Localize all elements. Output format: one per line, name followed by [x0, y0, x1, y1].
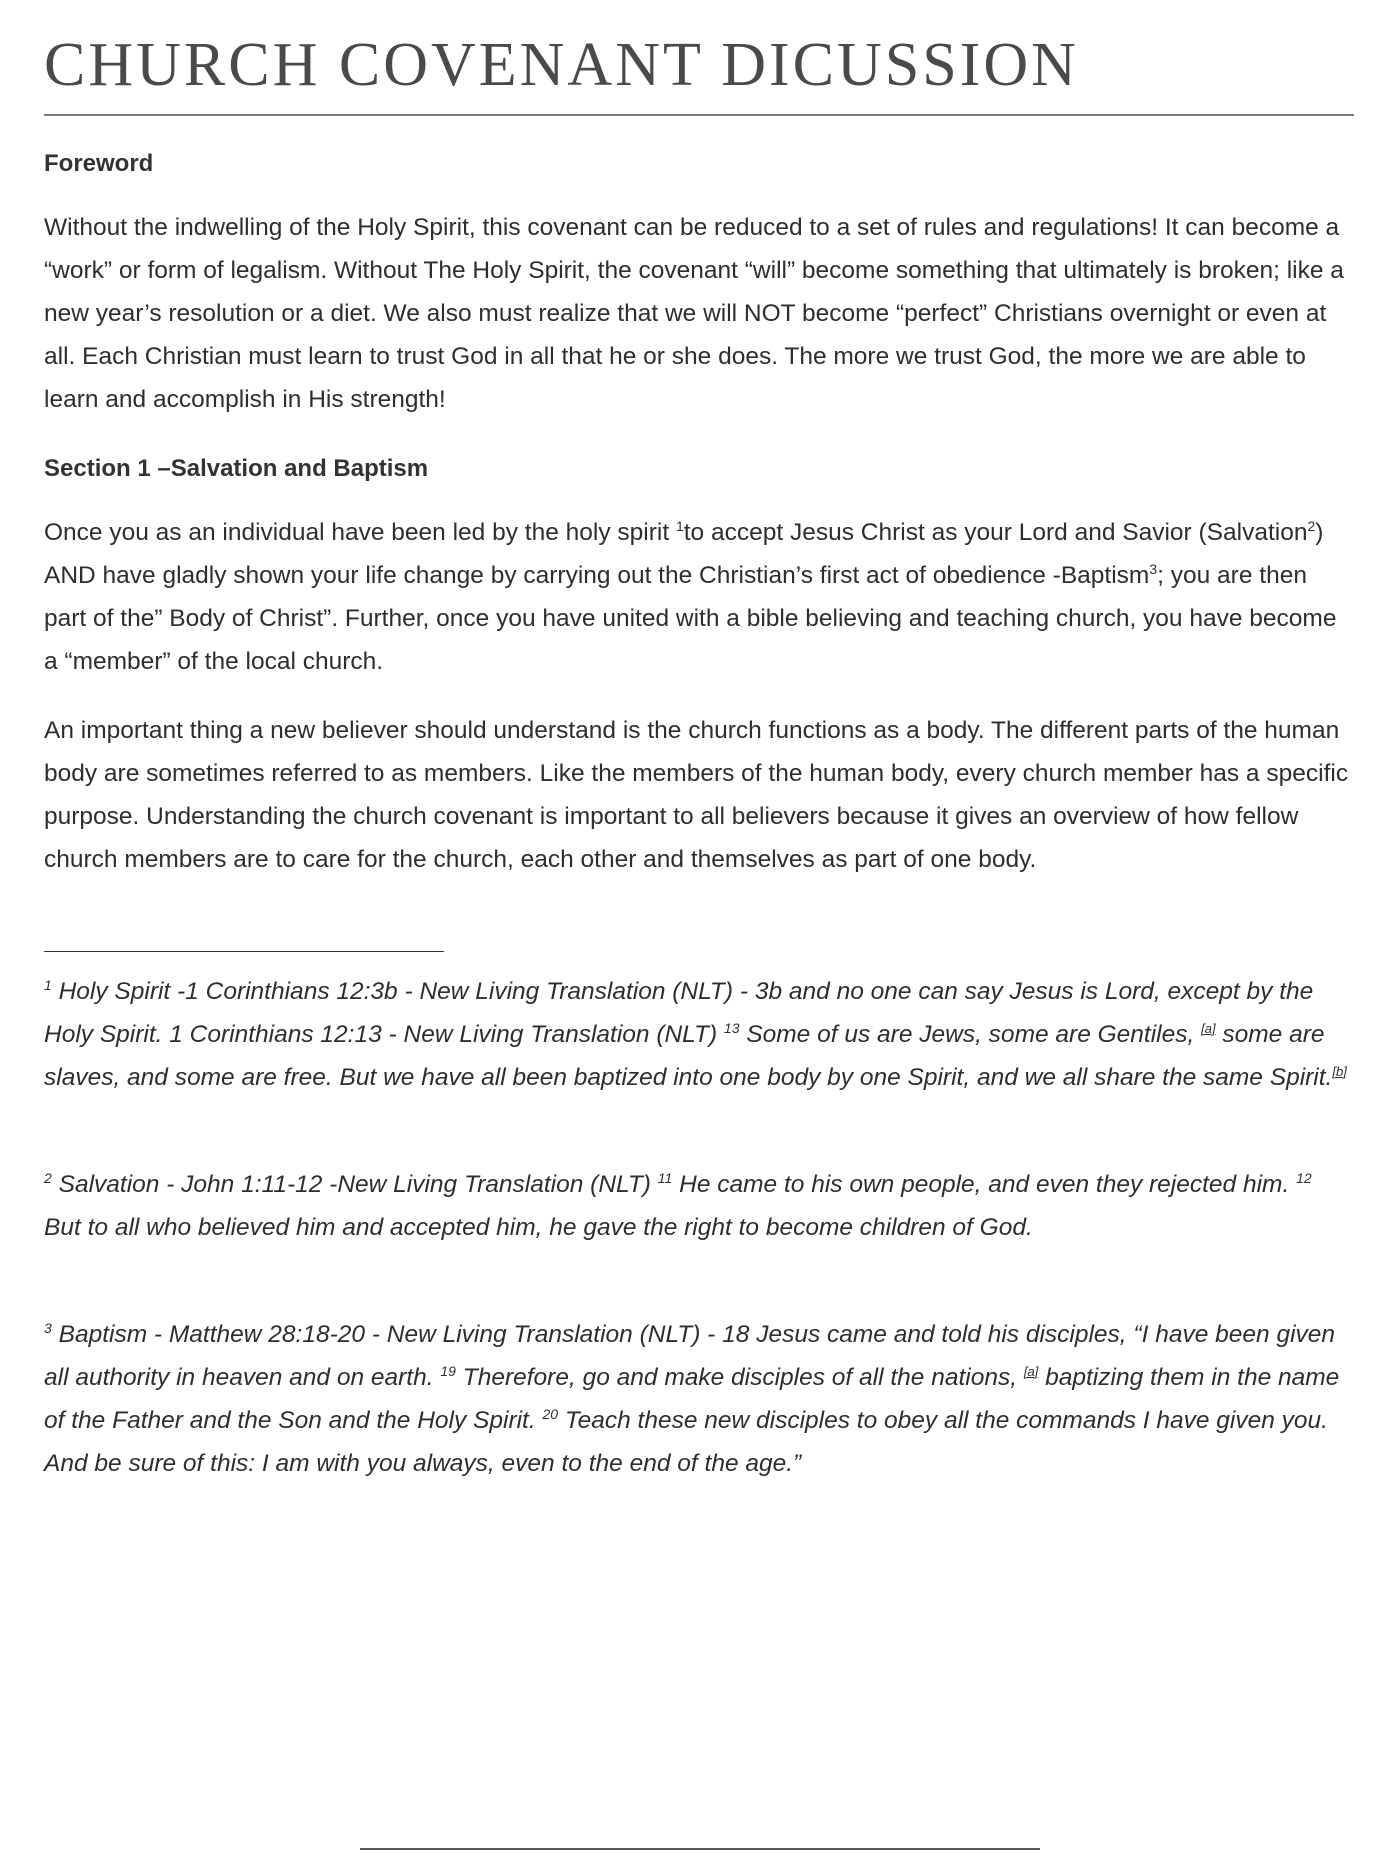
footnote-marker-1: 1: [675, 517, 684, 534]
foreword-paragraph: Without the indwelling of the Holy Spirit, this covenant can be reduced to a set of rules and regulations! It can become a “work” or form of legalism. Without The Holy Spirit, the covenant “will” become something that ultimately is broken; like a new year’s resolution or a diet. We also must realize that we will NOT become “perfect” Christians overnight or even at all. Each Christian must learn to trust God in all that he or she does. The more we trust God, the more we are able to learn and accomplish in His strength!: [44, 214, 1344, 413]
title-divider: [44, 114, 1354, 116]
footnote-marker-2: 2: [1307, 517, 1316, 534]
footnote-separator: [44, 951, 444, 952]
cross-reference-link[interactable]: [a]: [1023, 1363, 1039, 1379]
footnote-1: $^1$ Holy Spirit -1 Corinthians 12:3b - New Living Translation (NLT) - 3b and no one can say Jesus is Lord, except by the Holy Spirit. 1 Corinthians 12:13 - New Living Translation (NLT) $^{13}$ Some of us are Jews, some are Gentiles, [a] some are slaves, and some are free. But we have all been baptized into one body by one Spirit, and we all share the same Spirit.[b]: [44, 976, 1347, 1091]
cross-reference-link[interactable]: [b]: [1332, 1063, 1347, 1079]
footnote-2: $^2$ Salvation - John 1:11-12 -New Living Translation (NLT) $^{11}$ He came to his own people, and even they rejected him. $^{12}$ But to all who believed him and accepted him, he gave the right to become children of God.: [44, 1169, 1312, 1241]
section-1-paragraph-2: An important thing a new believer should understand is the church functions as a body. The different parts of the human body are sometimes referred to as members. Like the members of the human body, every church member has a specific purpose. Understanding the church covenant is important to all believers because it gives an overview of how fellow church members are to care for the church, each other and themselves as part of one body.: [44, 717, 1349, 873]
cross-reference-link[interactable]: [a]: [1201, 1020, 1216, 1036]
document-page: [44, 0, 1354, 1485]
footnote-3: $^3$ Baptism - Matthew 28:18-20 - New Living Translation (NLT) - 18 Jesus came and told his disciples, “I have been given all authority in heaven and on earth. $^{19}$ Therefore, go and make disciples of all the nations, [a] baptizing them in the name of the Father and the Son and the Holy Spirit. $^{20}$ Teach these new disciples to obey all the commands I have given you. And be sure of this: I am with you always, even to the end of the age.”: [44, 1319, 1340, 1477]
section-1-heading: Section 1 –Salvation and Baptism: [44, 455, 429, 482]
foreword-heading: Foreword: [44, 150, 154, 177]
page-title: CHURCH COVENANT DICUSSION: [44, 31, 1079, 99]
footnote-marker-3: 3: [1149, 560, 1158, 577]
section-1-paragraph-1: Once you as an individual have been led by the holy spirit $^1$to accept Jesus Christ as your Lord and Savior (Salvation$^2$) AND have gladly shown your life change by carrying out the Christian’s first act of obedience -Baptism$^3$; you are then part of the” Body of Christ”. Further, once you have united with a bible believing and teaching church, you have become a “member” of the local church.: [44, 517, 1337, 675]
page-bottom-rule: [360, 1848, 1040, 1850]
